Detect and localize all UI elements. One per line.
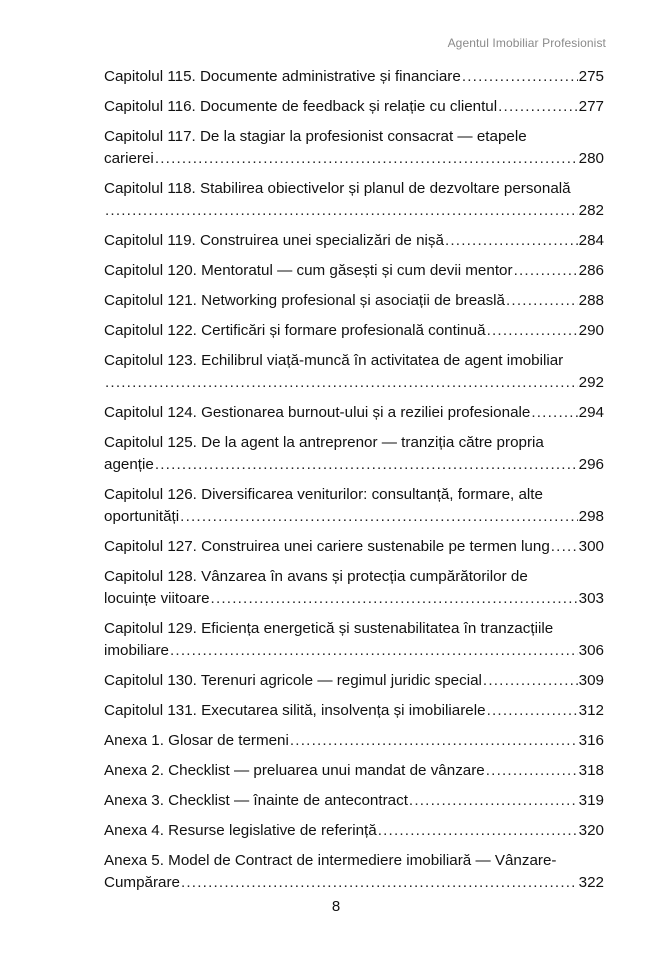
running-header: Agentul Imobiliar Profesionist xyxy=(447,36,606,50)
toc-entry-page: 309 xyxy=(578,672,604,689)
toc-entry[interactable] xyxy=(104,820,604,842)
toc-entry-page: 298 xyxy=(578,508,604,525)
toc-entry-page: 316 xyxy=(578,732,604,749)
toc-entry-title: Capitolul 115. Documente administrative și financiare xyxy=(104,68,461,85)
dot-leader xyxy=(445,230,578,252)
toc-entry[interactable] xyxy=(104,350,604,394)
toc-entry-page: 296 xyxy=(578,456,604,473)
toc-entry-page: 306 xyxy=(578,642,604,659)
dot-leader xyxy=(409,790,578,812)
toc-entry-title-continuation: carierei xyxy=(104,150,154,167)
toc-entry-page: 300 xyxy=(578,538,604,555)
toc-entry[interactable] xyxy=(104,432,604,476)
dot-leader xyxy=(506,290,578,312)
page-number: 8 xyxy=(331,898,341,915)
toc-entry-title: Capitolul 124. Gestionarea burnout-ului și a reziliei profesionale xyxy=(104,404,531,421)
dot-leader xyxy=(155,148,578,170)
toc-entry[interactable] xyxy=(104,670,604,692)
toc-entry-title: Capitolul 126. Diversificarea veniturilor: consultanță, formare, alte xyxy=(104,486,543,503)
dot-leader xyxy=(181,872,578,894)
toc-entry-page: 312 xyxy=(578,702,604,719)
toc-entry-title: Capitolul 129. Eficiența energetică și sustenabilitatea în tranzacțiile xyxy=(104,620,554,637)
toc-entry[interactable] xyxy=(104,536,604,558)
toc-entry[interactable] xyxy=(104,618,604,662)
toc-entry-title: Capitolul 119. Construirea unei specializări de nișă xyxy=(104,232,444,249)
dot-leader xyxy=(483,670,578,692)
toc-entry[interactable] xyxy=(104,790,604,812)
dot-leader xyxy=(378,820,578,842)
toc-entry-title-continuation: locuințe viitoare xyxy=(104,590,210,607)
toc-entry[interactable] xyxy=(104,566,604,610)
toc-entry-page: 303 xyxy=(578,590,604,607)
dot-leader xyxy=(211,588,578,610)
toc-entry-page: 284 xyxy=(578,232,604,249)
toc-entry[interactable] xyxy=(104,484,604,528)
toc-entry-title-continuation: agenție xyxy=(104,456,154,473)
toc-entry-title: Capitolul 117. De la stagiar la profesionist consacrat — etapele xyxy=(104,128,527,145)
toc-entry-page: 322 xyxy=(578,874,604,891)
toc-entry-title: Capitolul 116. Documente de feedback și relație cu clientul xyxy=(104,98,498,115)
toc-entry-title: Anexa 1. Glosar de termeni xyxy=(104,732,289,749)
toc-entry-title: Capitolul 127. Construirea unei cariere sustenabile pe termen lung xyxy=(104,538,550,555)
toc-entry-title: Anexa 3. Checklist — înainte de antecontract xyxy=(104,792,408,809)
toc-entry-title-continuation: Cumpărare xyxy=(104,874,180,891)
dot-leader xyxy=(498,96,578,118)
dot-leader xyxy=(487,320,578,342)
toc-entry[interactable] xyxy=(104,260,604,282)
toc-entry-page: 292 xyxy=(578,374,604,391)
toc-entry[interactable] xyxy=(104,320,604,342)
dot-leader xyxy=(487,700,578,722)
dot-leader xyxy=(514,260,578,282)
toc-entry[interactable] xyxy=(104,230,604,252)
toc-entry-page: 320 xyxy=(578,822,604,839)
toc-entry-title: Capitolul 121. Networking profesional și asociații de breaslă xyxy=(104,292,506,309)
toc-entry-page: 277 xyxy=(578,98,604,115)
dot-leader xyxy=(105,200,578,222)
dot-leader xyxy=(180,506,578,528)
toc-entry-title: Capitolul 122. Certificări și formare profesională continuă xyxy=(104,322,486,339)
toc-entry-title-continuation: imobiliare xyxy=(104,642,169,659)
toc-entry[interactable] xyxy=(104,730,604,752)
toc-entry-title: Capitolul 118. Stabilirea obiectivelor și planul de dezvoltare personală xyxy=(104,180,571,197)
toc-entry-page: 280 xyxy=(578,150,604,167)
dot-leader xyxy=(486,760,578,782)
toc-entry-page: 275 xyxy=(578,68,604,85)
toc-entry[interactable] xyxy=(104,402,604,424)
toc-entry-title: Capitolul 123. Echilibrul viață-muncă în activitatea de agent imobiliar xyxy=(104,352,564,369)
toc-entry-title: Anexa 2. Checklist — preluarea unui mandat de vânzare xyxy=(104,762,485,779)
toc-entry-page: 286 xyxy=(578,262,604,279)
toc-entry-title: Capitolul 130. Terenuri agricole — regimul juridic special xyxy=(104,672,482,689)
toc-entry-page: 319 xyxy=(578,792,604,809)
table-of-contents xyxy=(104,66,604,902)
dot-leader xyxy=(462,66,578,88)
dot-leader xyxy=(170,640,578,662)
toc-entry-page: 288 xyxy=(578,292,604,309)
toc-entry[interactable] xyxy=(104,178,604,222)
toc-entry-page: 318 xyxy=(578,762,604,779)
toc-entry[interactable] xyxy=(104,66,604,88)
dot-leader xyxy=(155,454,578,476)
dot-leader xyxy=(531,402,577,424)
toc-entry[interactable] xyxy=(104,96,604,118)
toc-entry-title: Capitolul 120. Mentoratul — cum găsești și cum devii mentor xyxy=(104,262,513,279)
dot-leader xyxy=(290,730,578,752)
toc-entry[interactable] xyxy=(104,126,604,170)
toc-entry[interactable] xyxy=(104,760,604,782)
toc-entry[interactable] xyxy=(104,700,604,722)
dot-leader xyxy=(105,372,578,394)
toc-entry-title: Anexa 5. Model de Contract de intermediere imobiliară — Vânzare- xyxy=(104,852,557,869)
dot-leader xyxy=(551,536,578,558)
toc-entry[interactable] xyxy=(104,850,604,894)
toc-entry-page: 282 xyxy=(578,202,604,219)
toc-entry-page: 290 xyxy=(578,322,604,339)
toc-entry-title: Anexa 4. Resurse legislative de referință xyxy=(104,822,377,839)
toc-entry-page: 294 xyxy=(578,404,604,421)
toc-entry-title: Capitolul 131. Executarea silită, insolvența și imobiliarele xyxy=(104,702,486,719)
toc-entry-title: Capitolul 128. Vânzarea în avans și protecția cumpărătorilor de xyxy=(104,568,528,585)
toc-entry[interactable] xyxy=(104,290,604,312)
toc-entry-title: Capitolul 125. De la agent la antreprenor — tranziția către propria xyxy=(104,434,544,451)
toc-entry-title-continuation: oportunități xyxy=(104,508,180,525)
